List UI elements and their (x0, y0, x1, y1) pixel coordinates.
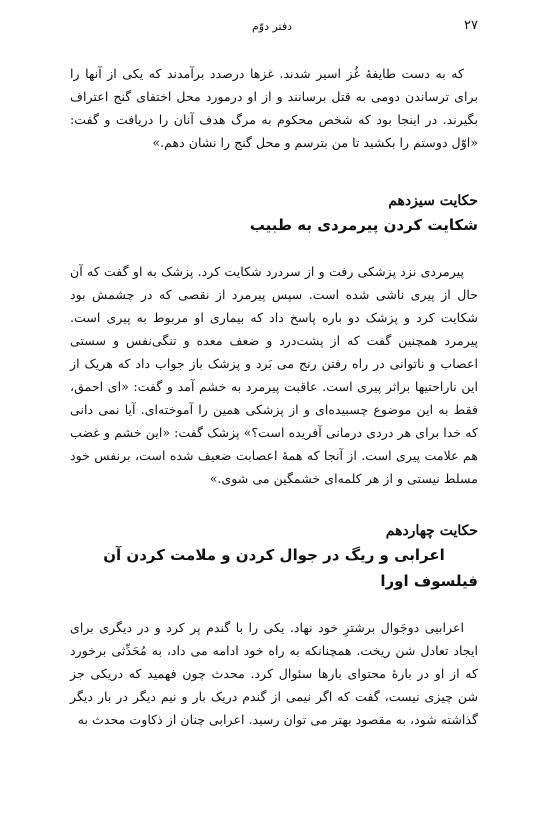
page-header (66, 18, 478, 40)
page-body (70, 62, 478, 731)
story-13-label: حکایت سیزدهم (388, 193, 478, 209)
story-14-paragraph: اعرابیی دوجَوال برشترِ خود نهاد. یکی را با گندم پر کرد و در دیگری برای ایجاد تعادل شن ریخت. همچنانکه به راه خود ادامه می داد، به مُحَدِّثی برخورد که از او در بارهٔ محتوای بارها سئوال کرد. محدث چون فهمید که دریکی جز شن چیزی نیست، گفت که اگر نیمی از گندم دریک بار و نیم دیگر در بار دیگر گذاشته شود، به مقصود بهتر می توان رسید. اعرابی چنان از ذکاوت محدث به (70, 620, 478, 727)
running-title: دفتر دوّم (251, 20, 293, 33)
story-14-title: اعرابی و ریگ در جوال کردن و ملامت کردن آن فیلسوف اورا (103, 546, 478, 590)
page-number: ۲۷ (464, 18, 478, 33)
story-14-heading (70, 520, 478, 594)
story-13-title: شکایت کردن پیرمردی به طبیب (249, 216, 478, 234)
story-13-heading (70, 190, 478, 238)
story-13-paragraph: پیرمردی نزد پزشکی رفت و از سردرد شکایت کرد. پزشک به او گفت که آن حال از پیری ناشی شده است. سپس پیرمرد از نقصی که در چشمش بود شکایت کرد و پزشک دو باره پاسخ داد که بیماری او مربوط به پیری است. پیرمرد همچنین گفت که از پشت‌درد و ضعف معده و تنگی‌نفس و سستی اعصاب و ناتوانی در راه رفتن رنج می بَرد و پزشک باز جواب داد که هریک از این ناراحتیها براثر پیری است. عاقبت پیرمرد به خشم آمد و گفت: «ای احمق، فقط به این موضوع چسبیده‌ای و از پزشکی همین را آموخته‌ای. آیا نمی دانی که خدا برای هر دردی درمانی آفریده است؟» پزشک گفت: «این خشم و غضب هم علامت پیری است. از آنجا که همهٔ اعصابت ضعیف شده است، برنفس خود مسلط نیستی و از هر کلمه‌ای خشمگین می شوی.» (70, 264, 478, 486)
intro-paragraph: که به دست طایفهٔ غُز اسیر شدند. غزها درصدد برآمدند که یکی از آنها را برای ترساندن دومی به قتل برسانند و از او درمورد محل اختفای گنج اعتراف بگیرند. در اینجا بود که شخص محکوم به مرگ هدف آنان را دریافت و گفت: «اوّل دوستم را بکشید تا من بترسم و محل گنج را نشان دهم.» (70, 66, 478, 150)
story-14-label: حکایت چهاردهم (385, 523, 478, 539)
